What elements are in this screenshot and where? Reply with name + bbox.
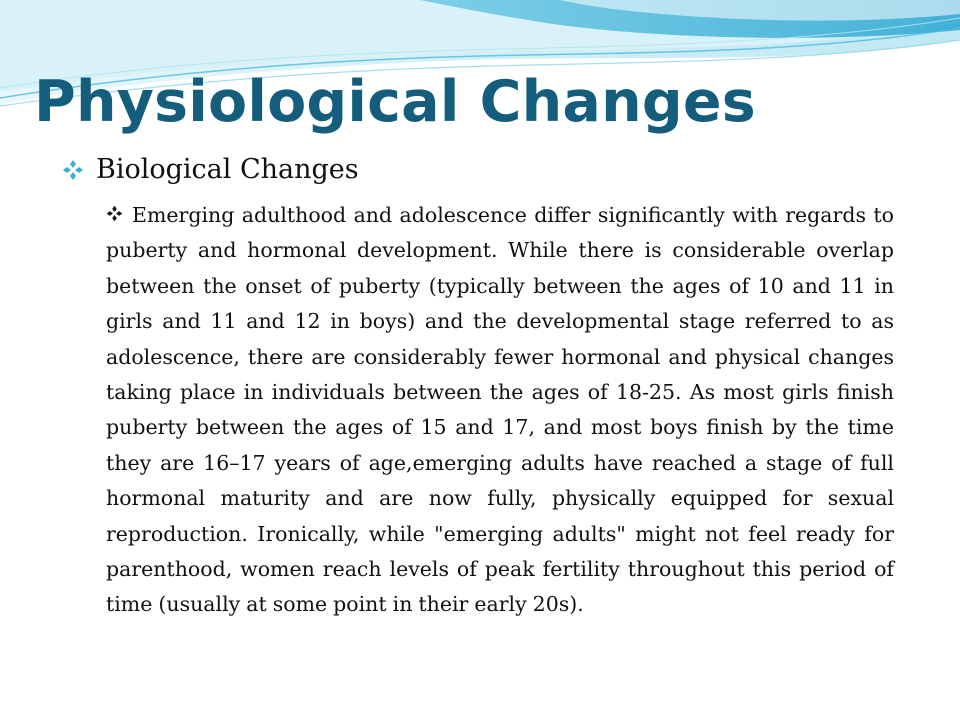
slide-title: Physiological Changes: [34, 69, 756, 135]
four-diamond-bullet-icon: [62, 159, 84, 181]
four-diamond-bullet-icon: [106, 205, 123, 222]
bullet-level2-text: Emerging adulthood and adolescence differ significantly with regards to puberty and hormonal development. While there is considerable overlap between the onset of puberty (typically between the ages of 10 and 11 in girls and 11 and 12 in boys) and the developmental stage referred to as adolescence, there are considerably fewer hormonal and physical changes taking place in individuals between the ages of 18-25. As most girls finish puberty between the ages of 15 and 17, and most boys finish by the time they are 16–17 years of age,emerging adults have reached a stage of full hormonal maturity and are now fully, physically equipped for sexual reproduction. Ironically, while "emerging adults" might not feel ready for parenthood, women reach levels of peak fertility throughout this period of time (usually at some point in their early 20s).: [106, 203, 894, 617]
bullet-level2: [106, 198, 894, 623]
bullet-level1: [62, 150, 359, 190]
bullet-level1-text: Biological Changes: [96, 154, 359, 185]
